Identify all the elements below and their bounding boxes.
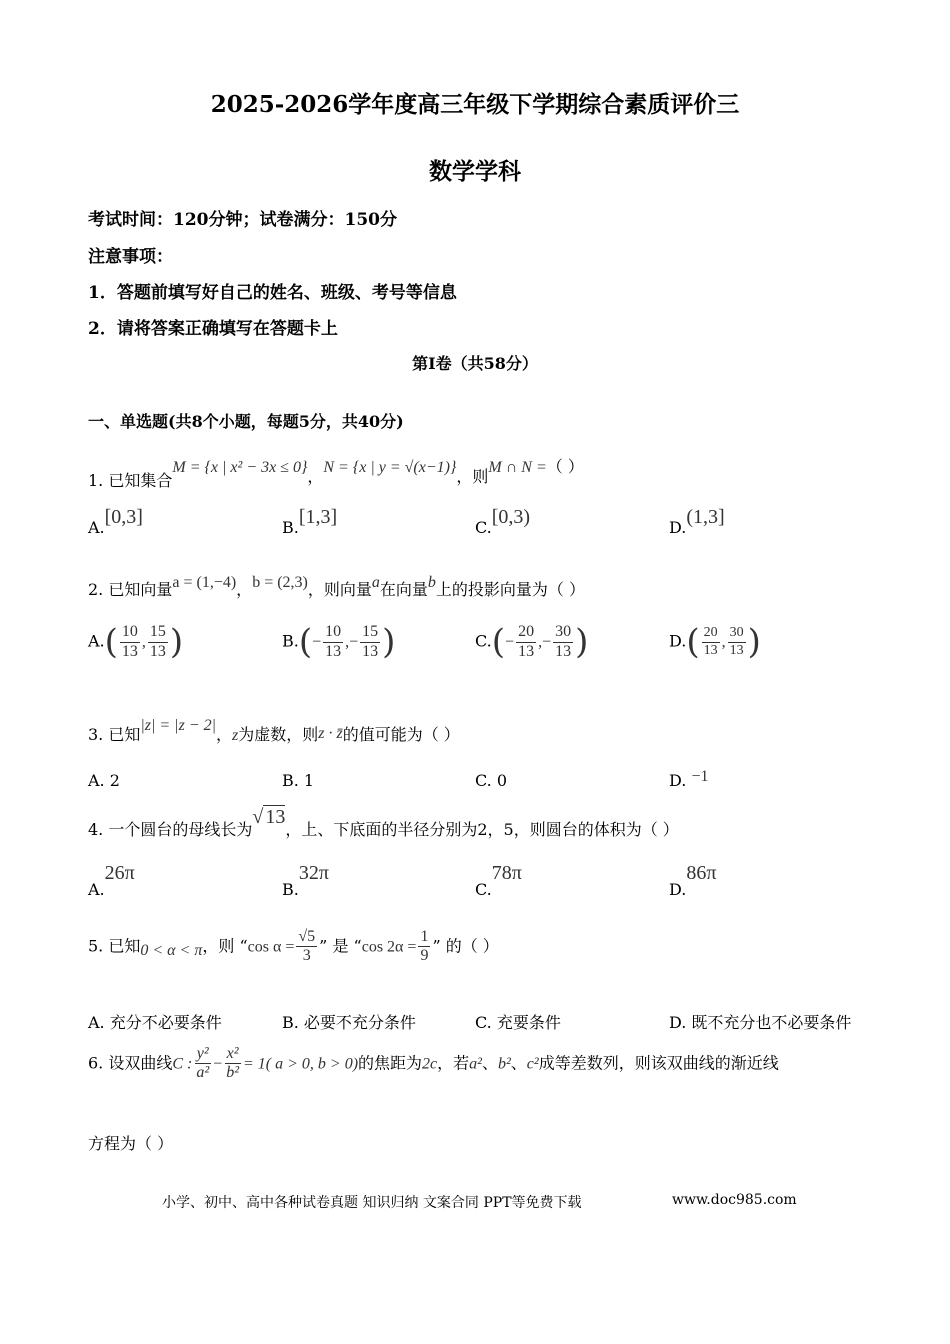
- q6-sep-1: 、: [481, 1053, 498, 1073]
- q3-expr: z · z̄: [318, 725, 343, 742]
- q5-mid-2: ” 是 “: [319, 936, 362, 956]
- numerator: 10: [120, 623, 140, 642]
- q5-prefix: 5. 已知: [88, 936, 141, 956]
- q6-focal: 2c: [422, 1055, 438, 1073]
- option-label: D.: [669, 631, 687, 651]
- question-3: [88, 712, 460, 744]
- q4-sqrt-value: 13: [265, 806, 286, 828]
- numerator: 15: [148, 623, 168, 642]
- numerator: 10: [323, 623, 343, 642]
- q6-curve: C :: [172, 1055, 193, 1073]
- option-label: A.: [88, 631, 105, 651]
- q5-option-d[interactable]: D. 既不充分也不必要条件: [669, 1013, 852, 1032]
- numerator: x²: [225, 1045, 241, 1064]
- q4-option-c[interactable]: [475, 862, 522, 899]
- q2-prefix: 2. 已知向量: [88, 580, 173, 599]
- q1-prefix: 1. 已知集合: [88, 471, 173, 490]
- q2-option-d[interactable]: D.( $\frac{20}{13}$ , $\frac{30}{13}$ ): [669, 622, 761, 662]
- q6-sep-2: 、: [510, 1053, 527, 1073]
- q3-prefix: 3. 已知: [88, 725, 141, 744]
- denominator: 13: [121, 642, 138, 660]
- section-title: 一、单选题(共8个小题，每题5分，共40分): [88, 412, 404, 431]
- q6-c2: c²: [526, 1055, 539, 1073]
- numerator: 20: [516, 623, 536, 642]
- sign: −: [312, 633, 322, 651]
- q2-suffix: 上的投影向量为（ ）: [435, 580, 585, 599]
- q5-suffix: ” 的（ ）: [432, 936, 499, 956]
- q1-sep: ，: [307, 467, 324, 486]
- footer-text: 小学、初中、高中各种试卷真题 知识归纳 文案合同 PPT等免费下载: [162, 1195, 582, 1211]
- q2-option-b[interactable]: B.(− $\frac{10}{13}$ ,− $\frac{15}{13}$ ): [282, 622, 396, 662]
- option-label: D.: [669, 771, 687, 790]
- q2-b: b: [427, 574, 436, 591]
- denominator: 13: [555, 642, 572, 660]
- note-1: 1．答题前填写好自己的姓名、班级、考号等信息: [88, 283, 457, 303]
- q1-set-n: N = {x | y = √(x−1)}: [323, 459, 457, 476]
- question-4: 4. 一个圆台的母线长为√ 13，上、下底面的半径分别为2，5，则圆台的体积为（ ）: [88, 806, 679, 839]
- sign: −: [349, 633, 359, 651]
- option-value: 32π: [298, 862, 329, 884]
- option-label: C.: [475, 631, 492, 651]
- q2-option-a[interactable]: A.( $\frac{10}{13}$ , $\frac{15}{13}$ ): [88, 622, 184, 662]
- option-value: [0,3): [491, 506, 531, 528]
- numerator: 20: [702, 625, 720, 642]
- denominator: b²: [226, 1064, 239, 1082]
- option-label: B.: [282, 880, 299, 899]
- option-label: D.: [669, 518, 687, 537]
- option-value: 26π: [104, 862, 135, 884]
- q3-option-c[interactable]: C. 0: [475, 771, 508, 790]
- denominator: 9: [420, 947, 429, 965]
- part-title: 第I卷（共58分）: [412, 354, 538, 373]
- note-2: 2．请将答案正确填写在答题卡上: [88, 319, 338, 339]
- q3-sep: ，: [216, 725, 233, 744]
- q6-b2: b²: [497, 1055, 511, 1073]
- q3-condition: |z| = |z − 2|: [140, 717, 216, 734]
- q3-mid: 为虚数，则: [238, 725, 319, 744]
- numerator: 30: [553, 623, 573, 642]
- q5-option-c[interactable]: C. 充要条件: [475, 1013, 561, 1032]
- q6-mid-2: ，若: [437, 1053, 470, 1073]
- numerator: 30: [728, 625, 746, 642]
- option-label: A.: [88, 518, 105, 537]
- q1-option-a[interactable]: [88, 506, 143, 537]
- q1-option-b[interactable]: [282, 506, 338, 537]
- option-label: A.: [88, 880, 105, 899]
- q6-suffix: 成等差数列，则该双曲线的渐近线: [538, 1053, 779, 1073]
- option-label: D.: [669, 880, 687, 899]
- option-label: B.: [282, 518, 299, 537]
- q6-eq: = 1( a > 0, b > 0): [242, 1055, 359, 1073]
- option-value: 86π: [686, 862, 717, 884]
- q3-z: z: [232, 727, 239, 744]
- option-value: −1: [691, 768, 709, 785]
- option-value: (1,3]: [686, 506, 725, 528]
- q2-option-c[interactable]: C.(− $\frac{20}{13}$ ,− $\frac{30}{13}$ ): [475, 622, 589, 662]
- q4-option-b[interactable]: [282, 862, 329, 899]
- q6-minus: −: [213, 1055, 223, 1073]
- q5-option-a[interactable]: A. 充分不必要条件: [88, 1013, 222, 1032]
- q5-cond-1: cos α =: [247, 938, 295, 956]
- denominator: 13: [729, 642, 744, 658]
- q6-mid-1: 的焦距为: [358, 1053, 423, 1073]
- q3-option-a[interactable]: A. 2: [88, 771, 120, 790]
- q2-a: a: [371, 574, 380, 591]
- numerator: √5: [296, 928, 317, 947]
- denominator: 13: [362, 642, 379, 660]
- option-label: C.: [475, 518, 492, 537]
- q5-cond-2: cos 2α =: [361, 938, 417, 956]
- numerator: 1: [418, 928, 430, 947]
- question-6: [88, 1045, 779, 1083]
- denominator: 13: [703, 642, 718, 658]
- q6-a2: a²: [469, 1055, 482, 1073]
- q5-range: 0 < α < π: [140, 942, 203, 960]
- q4-option-d[interactable]: [669, 862, 717, 899]
- q4-prefix: 4. 一个圆台的母线长为: [88, 820, 253, 839]
- q1-expr: M ∩ N =: [488, 459, 547, 476]
- denominator: 3: [302, 947, 311, 965]
- q2-mid-2: 在向量: [379, 580, 428, 599]
- option-value: 78π: [491, 862, 522, 884]
- q1-option-c[interactable]: [475, 506, 531, 537]
- option-value: [0,3]: [104, 506, 143, 528]
- option-label: B.: [282, 631, 299, 651]
- numerator: y²: [195, 1045, 211, 1064]
- q1-suffix-2: （ ）: [546, 457, 584, 476]
- q6-prefix: 6. 设双曲线: [88, 1053, 173, 1073]
- footer-url[interactable]: www.doc985.com: [672, 1192, 797, 1208]
- q1-suffix-1: ，则: [456, 467, 489, 486]
- q4-suffix: ，上、下底面的半径分别为2，5，则圆台的体积为（ ）: [285, 820, 679, 839]
- sign: −: [542, 633, 552, 651]
- q2-vec-a: a = (1,−4): [172, 574, 237, 591]
- q5-mid-1: ，则 “: [202, 936, 248, 956]
- q6-line-2: 方程为（ ）: [88, 1134, 174, 1153]
- q4-option-a[interactable]: [88, 862, 135, 899]
- option-label: C.: [475, 880, 492, 899]
- question-5: [88, 928, 499, 966]
- exam-title: 2025-2026学年度高三年级下学期综合素质评价三: [210, 91, 740, 118]
- numerator: 15: [360, 623, 380, 642]
- q2-vec-b: b = (2,3): [252, 574, 308, 591]
- sign: −: [505, 633, 515, 651]
- q2-mid-1: ，则向量: [307, 580, 372, 599]
- denominator: a²: [196, 1064, 210, 1082]
- option-value: [1,3]: [298, 506, 338, 528]
- q3-option-b[interactable]: B. 1: [282, 771, 315, 790]
- q1-set-m: M = {x | x² − 3x ≤ 0}: [172, 459, 308, 476]
- question-2: [88, 569, 585, 599]
- q1-option-d[interactable]: [669, 506, 725, 537]
- q5-option-b[interactable]: B. 必要不充分条件: [282, 1013, 416, 1032]
- notes-title: 注意事项：: [88, 247, 173, 267]
- denominator: 13: [325, 642, 342, 660]
- denominator: 13: [149, 642, 166, 660]
- question-1: [88, 454, 584, 490]
- time-and-score: 考试时间：120分钟；试卷满分：150分: [88, 210, 397, 230]
- q3-suffix: 的值可能为（ ）: [342, 725, 460, 744]
- denominator: 13: [518, 642, 535, 660]
- subject-title: 数学学科: [429, 158, 521, 185]
- q2-sep: ，: [236, 580, 253, 599]
- q3-option-d[interactable]: [669, 766, 709, 790]
